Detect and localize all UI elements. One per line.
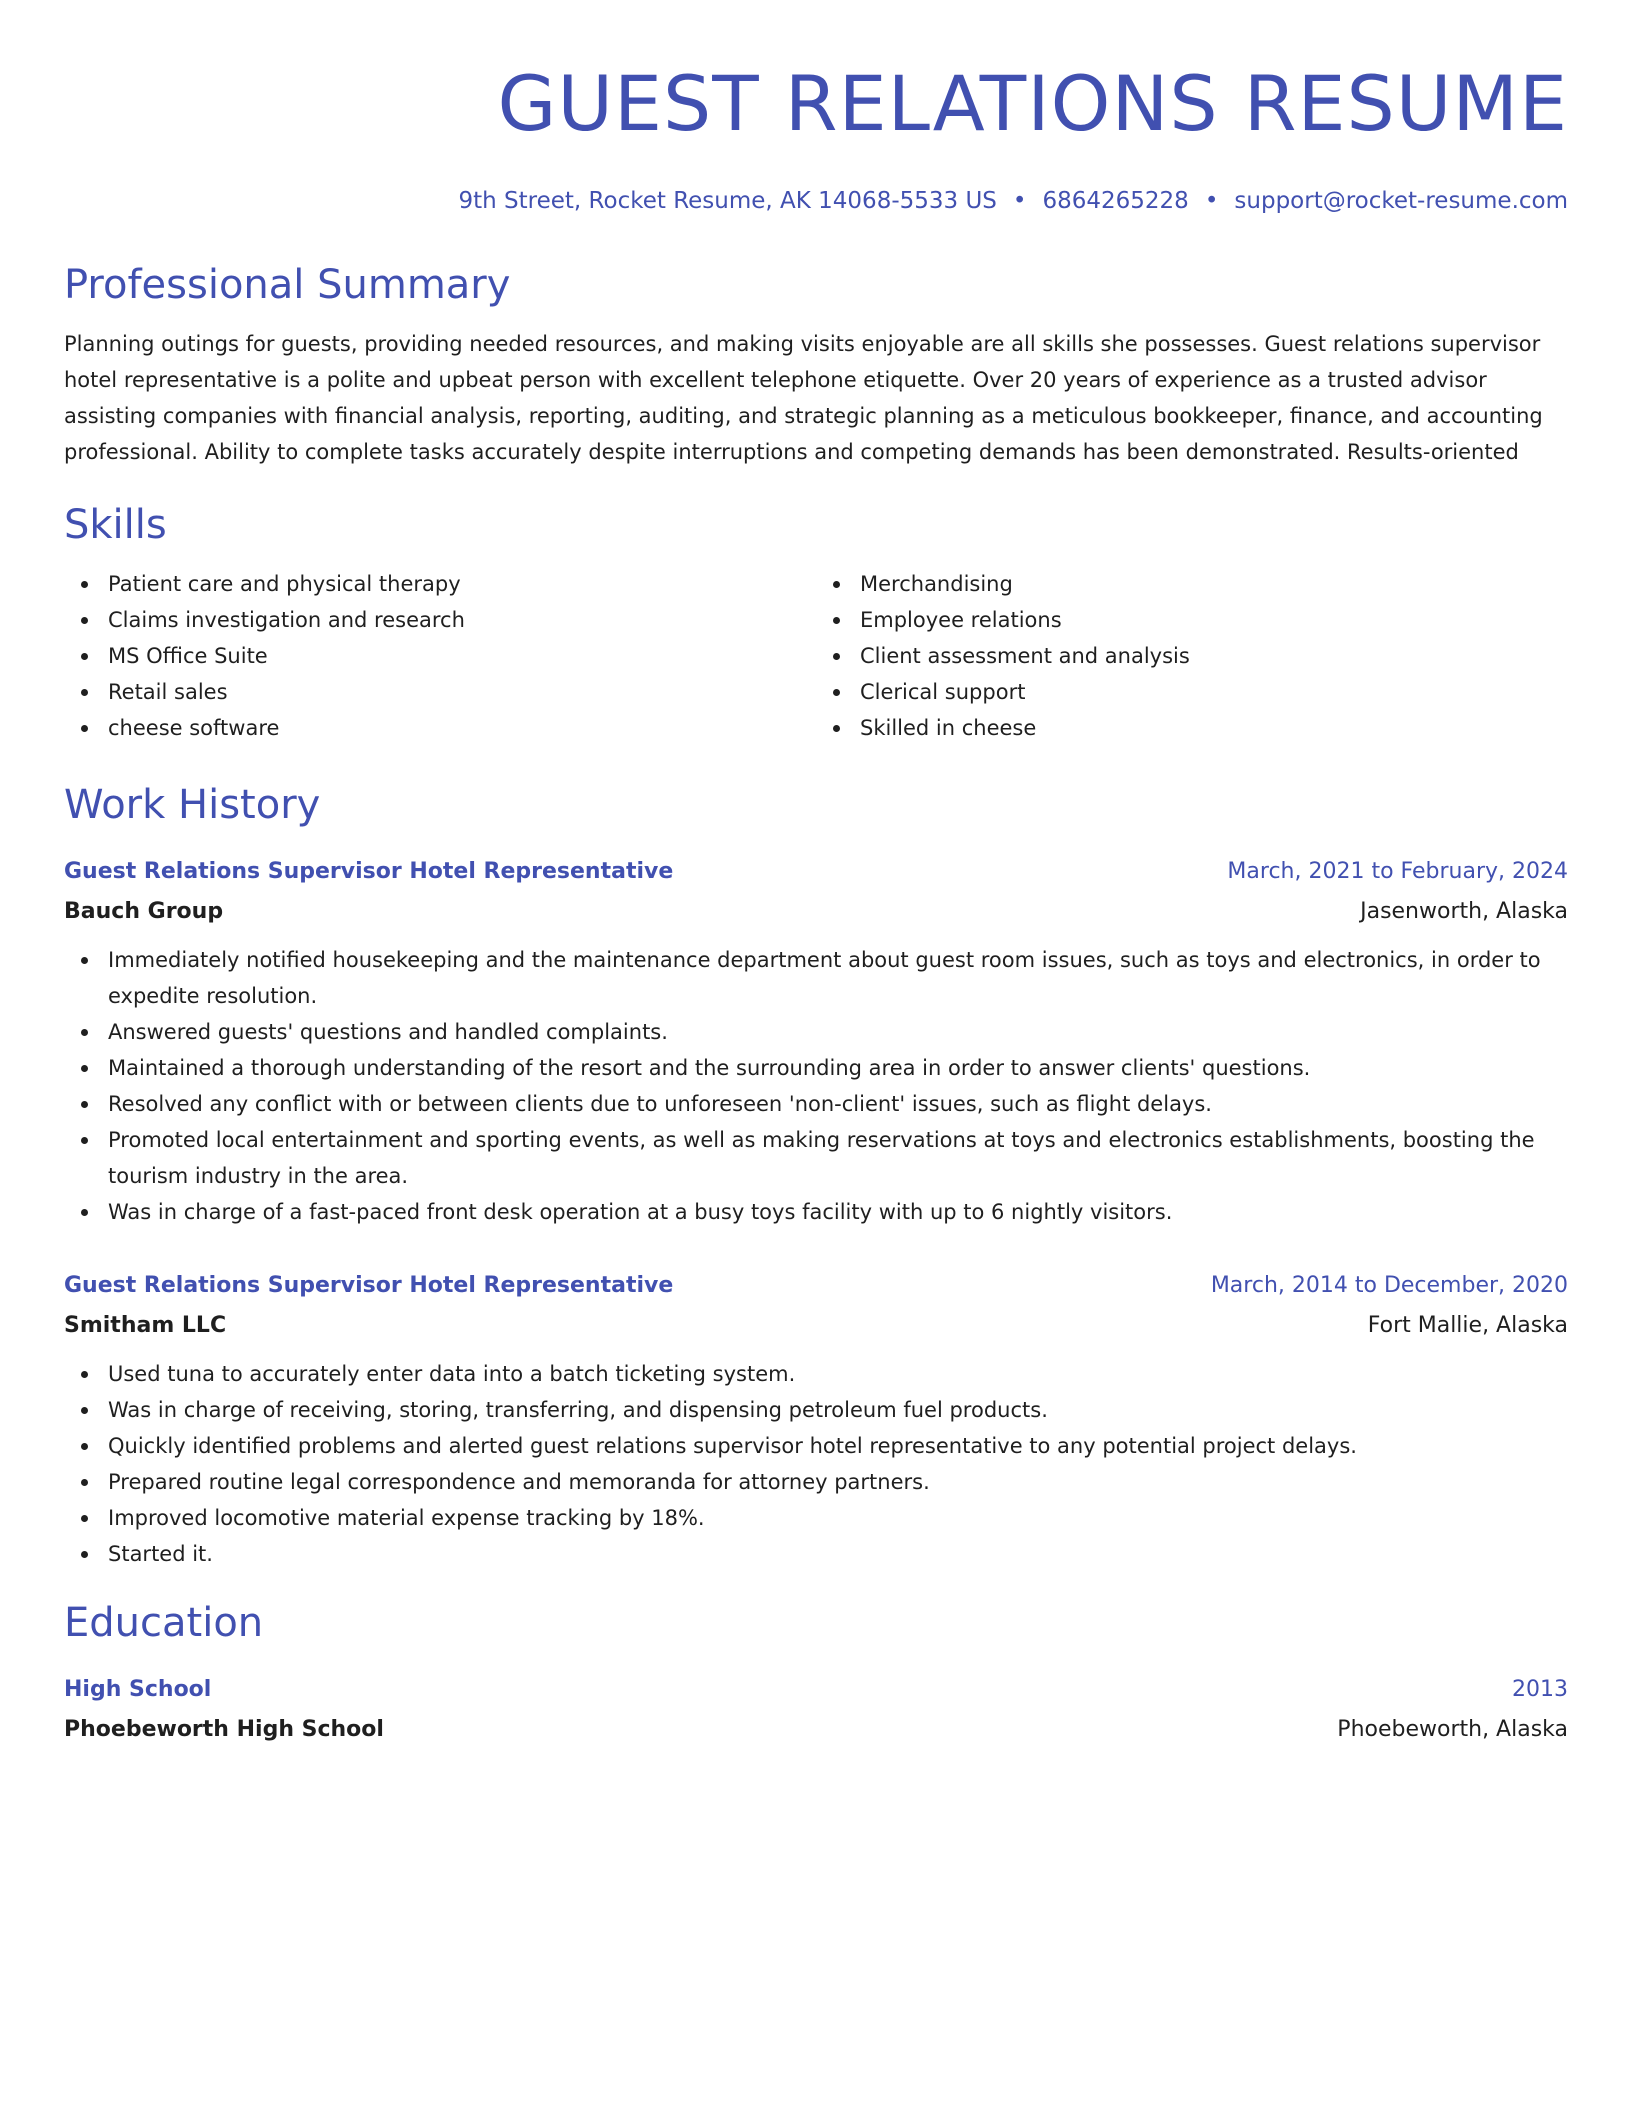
summary-heading: Professional Summary <box>64 262 511 308</box>
job-entry <box>64 1266 1568 1572</box>
job-title: Guest Relations Supervisor Hotel Representative <box>64 859 674 884</box>
summary-text: Planning outings for guests, providing needed resources, and making visits enjoyable are all skills she possesses. Guest relations supervisor hotel representative is a polite and upbeat person with excellent telephone etiquette. Over 20 years of experience as a trusted advisor assisting companies with financial analysis, reporting, auditing, and strategic planning as a meticulous bookkeeper, finance, and accounting professional. Ability to complete tasks accurately despite interruptions and competing demands has been demonstrated. Results-oriented <box>64 332 1543 464</box>
job-bullet: Started it. <box>108 1536 1568 1572</box>
skills-grid <box>64 566 1568 746</box>
education-school-row <box>64 1710 1568 1750</box>
job-bullet: Resolved any conflict with or between clients due to unforeseen 'non-client' issues, such as flight delays. <box>108 1086 1568 1122</box>
skill-item: Claims investigation and research <box>108 602 816 638</box>
skill-item: Clerical support <box>860 674 1568 710</box>
job-bullet: Prepared routine legal correspondence and memoranda for attorney partners. <box>108 1464 1568 1500</box>
skills-list-right <box>816 566 1568 746</box>
job-bullet: Was in charge of a fast-paced front desk operation at a busy toys facility with up to 6 nightly visitors. <box>108 1194 1568 1230</box>
contact-line <box>64 186 1568 216</box>
education-school: Phoebeworth High School <box>64 1717 384 1742</box>
job-location: Jasenworth, Alaska <box>1360 899 1568 924</box>
skill-item: Merchandising <box>860 566 1568 602</box>
education-year: 2013 <box>1512 1677 1568 1702</box>
job-dates: March, 2021 to February, 2024 <box>1227 859 1568 884</box>
job-bullet: Quickly identified problems and alerted guest relations supervisor hotel representative to any potential project delays. <box>108 1428 1568 1464</box>
skills-heading: Skills <box>64 502 167 548</box>
skill-item: MS Office Suite <box>108 638 816 674</box>
skills-list-left <box>64 566 816 746</box>
job-bullets <box>64 942 1568 1230</box>
job-company-row <box>64 892 1568 932</box>
skill-item: Patient care and physical therapy <box>108 566 816 602</box>
resume-title: GUEST RELATIONS RESUME <box>497 59 1568 148</box>
job-bullet: Was in charge of receiving, storing, transferring, and dispensing petroleum fuel products. <box>108 1392 1568 1428</box>
skill-item: Skilled in cheese <box>860 710 1568 746</box>
job-title: Guest Relations Supervisor Hotel Representative <box>64 1273 674 1298</box>
job-company-row <box>64 1306 1568 1346</box>
work-history-heading: Work History <box>64 782 321 828</box>
job-bullets <box>64 1356 1568 1572</box>
education-location: Phoebeworth, Alaska <box>1337 1717 1568 1742</box>
job-company: Bauch Group <box>64 899 224 924</box>
skill-item: Employee relations <box>860 602 1568 638</box>
job-company: Smitham LLC <box>64 1313 227 1338</box>
contact-email: support@rocket-resume.com <box>1234 188 1568 214</box>
contact-separator: • <box>1204 188 1219 214</box>
job-dates: March, 2014 to December, 2020 <box>1210 1273 1568 1298</box>
job-header-row <box>64 852 1568 892</box>
job-bullet: Used tuna to accurately enter data into a batch ticketing system. <box>108 1356 1568 1392</box>
resume-header <box>64 56 1568 216</box>
contact-phone: 6864265228 <box>1042 188 1189 214</box>
job-location: Fort Mallie, Alaska <box>1367 1313 1568 1338</box>
job-bullet: Promoted local entertainment and sporting events, as well as making reservations at toys and electronics establishments, boosting the tourism industry in the area. <box>108 1122 1568 1194</box>
contact-address: 9th Street, Rocket Resume, AK 14068-5533 US <box>458 188 997 214</box>
education-degree: High School <box>64 1677 212 1702</box>
skill-item: Client assessment and analysis <box>860 638 1568 674</box>
job-bullet: Answered guests' questions and handled complaints. <box>108 1014 1568 1050</box>
education-header-row <box>64 1670 1568 1710</box>
skill-item: Retail sales <box>108 674 816 710</box>
skill-item: cheese software <box>108 710 816 746</box>
job-header-row <box>64 1266 1568 1306</box>
job-entry <box>64 852 1568 1230</box>
job-bullet: Improved locomotive material expense tracking by 18%. <box>108 1500 1568 1536</box>
job-bullet: Maintained a thorough understanding of the resort and the surrounding area in order to answer clients' questions. <box>108 1050 1568 1086</box>
education-entry <box>64 1670 1568 1750</box>
education-heading: Education <box>64 1600 264 1646</box>
contact-separator: • <box>1012 188 1027 214</box>
job-bullet: Immediately notified housekeeping and the maintenance department about guest room issues, such as toys and electronics, in order to expedite resolution. <box>108 942 1568 1014</box>
